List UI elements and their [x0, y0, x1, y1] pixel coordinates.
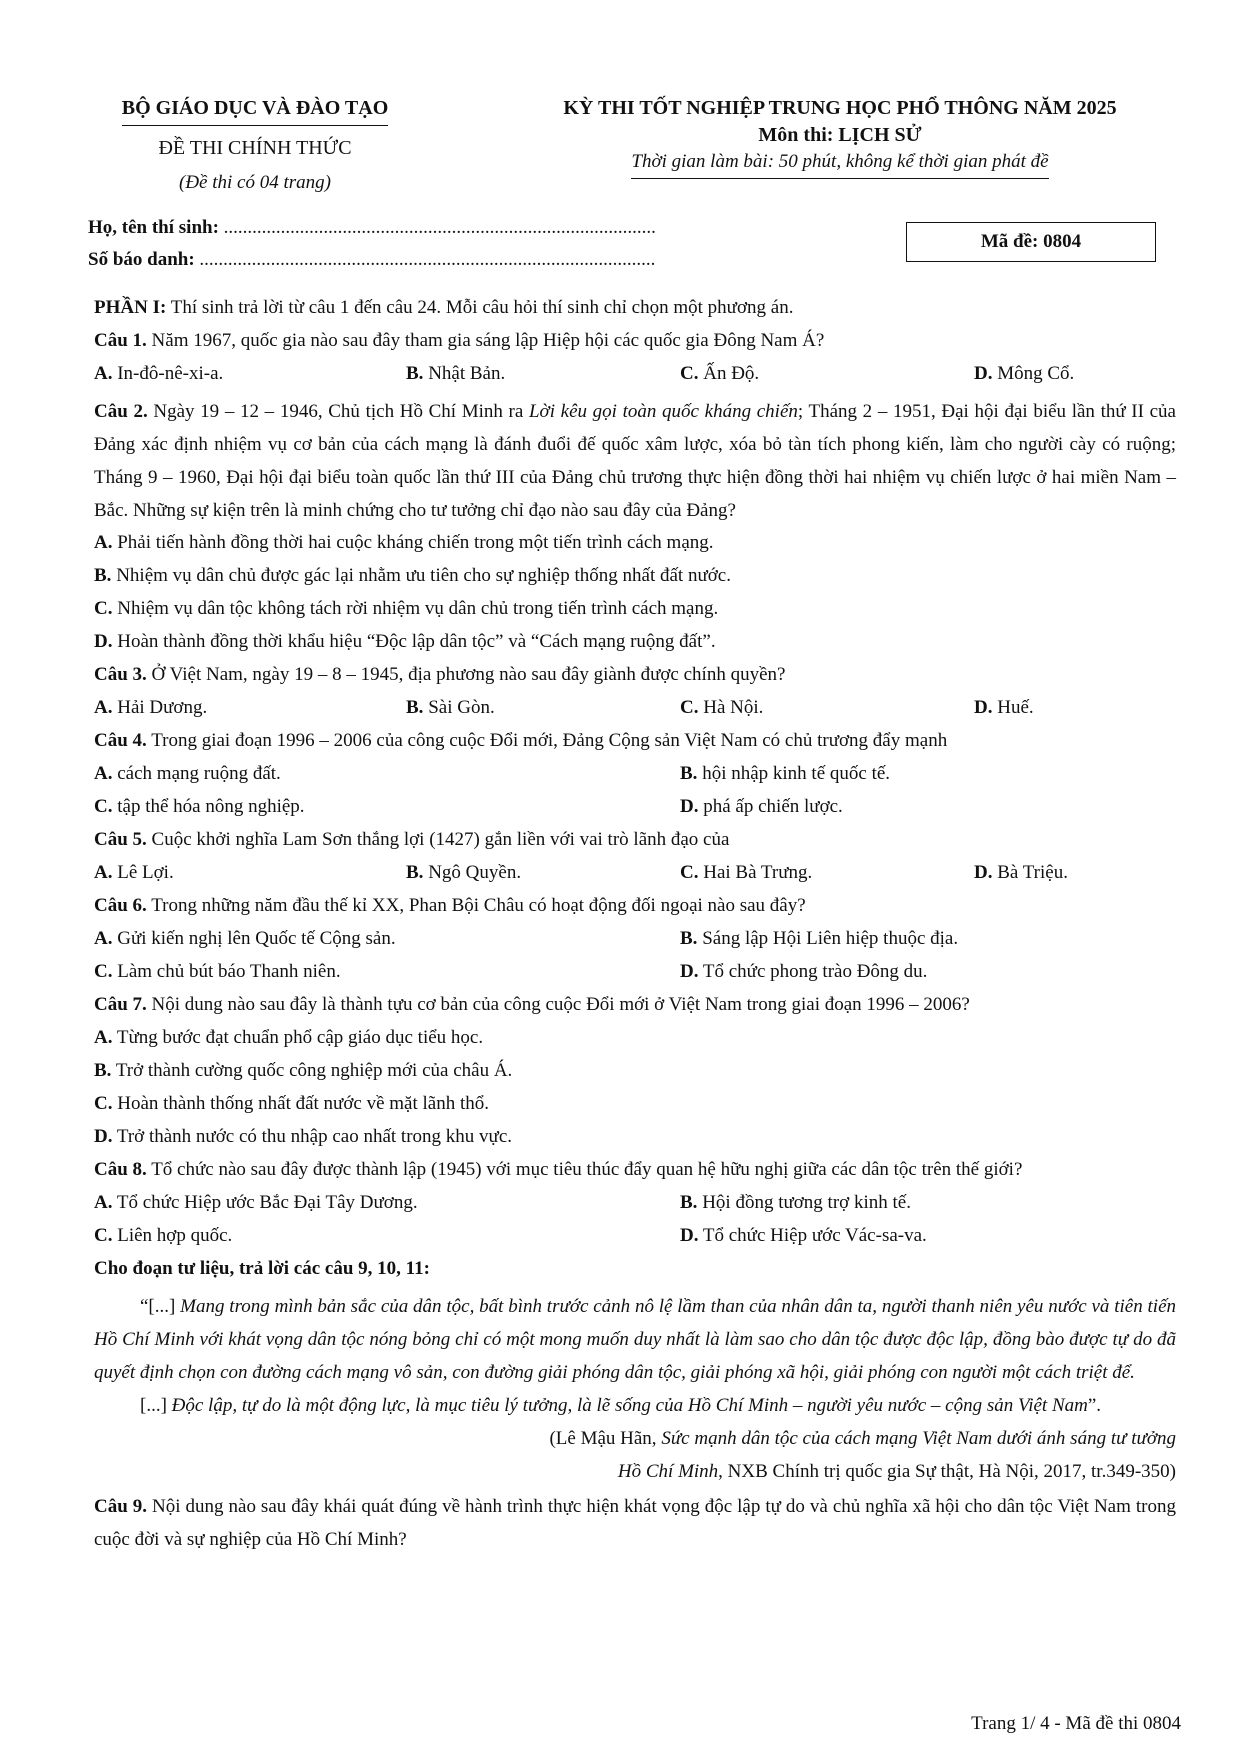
option-text: tập thể hóa nông nghiệp. [112, 796, 305, 817]
option-b [406, 362, 505, 386]
question-label: Câu 6. [94, 895, 147, 916]
option-key: A. [94, 1027, 113, 1048]
option-c [94, 960, 341, 984]
question-5-options [94, 861, 1176, 885]
exam-code-box: Mã đề: 0804 [906, 222, 1156, 262]
option-text: Tổ chức phong trào Đông du. [698, 961, 928, 982]
question-7-option-a [94, 1026, 1176, 1050]
option-key: A. [94, 862, 113, 883]
option-key: A. [94, 763, 113, 784]
option-key: C. [94, 961, 113, 982]
option-text: Hoàn thành thống nhất đất nước về mặt lãnh thổ. [112, 1093, 489, 1114]
question-6-options-row-1 [94, 927, 1176, 951]
citation-publisher: , NXB Chính trị quốc gia Sự thật, Hà Nội, 2017, tr.349-350) [718, 1461, 1176, 1482]
option-key: B. [406, 363, 424, 384]
option-c [680, 362, 759, 386]
question-9 [94, 1490, 1176, 1556]
option-c [680, 696, 763, 720]
question-text: Năm 1967, quốc gia nào sau đây tham gia sáng lập Hiệp hội các quốc gia Đông Nam Á? [146, 330, 825, 351]
citation-title-cont: Hồ Chí Minh [617, 1461, 719, 1482]
header-left [110, 96, 400, 195]
question-label: Câu 1. [94, 330, 147, 351]
passage-open: [...] [140, 1395, 172, 1416]
official-label: ĐỀ THI CHÍNH THỨC [158, 137, 352, 159]
question-label: Câu 3. [94, 664, 147, 685]
question-3-options [94, 696, 1176, 720]
question-7-option-c [94, 1092, 1176, 1116]
exam-time: Thời gian làm bài: 50 phút, không kể thời gian phát đề [631, 150, 1048, 179]
citation-author: (Lê Mậu Hãn, [549, 1428, 662, 1449]
option-text: Hoàn thành đồng thời khẩu hiệu “Độc lập dân tộc” và “Cách mạng ruộng đất”. [112, 631, 716, 652]
option-text: Trở thành cường quốc công nghiệp mới của châu Á. [111, 1060, 513, 1081]
question-label: Câu 9. [94, 1496, 148, 1517]
question-6-options-row-2 [94, 960, 1176, 984]
option-text: Tổ chức Hiệp ước Bắc Đại Tây Dương. [112, 1192, 418, 1213]
candidate-name-row [88, 216, 656, 240]
option-text: Lê Lợi. [112, 862, 174, 883]
section-instruction [94, 296, 1176, 320]
option-key: A. [94, 928, 113, 949]
option-text: Bà Triệu. [992, 862, 1068, 883]
question-2-option-d [94, 630, 1176, 654]
option-text: Gửi kiến nghị lên Quốc tế Cộng sản. [112, 928, 396, 949]
option-a [94, 1191, 418, 1215]
option-d [680, 960, 927, 984]
question-7-option-d [94, 1125, 1176, 1149]
section-text: Thí sinh trả lời từ câu 1 đến câu 24. Mỗi câu hỏi thí sinh chỉ chọn một phương án. [166, 297, 794, 318]
option-b [680, 927, 958, 951]
option-text: Nhiệm vụ dân tộc không tách rời nhiệm vụ dân chủ trong tiến trình cách mạng. [112, 598, 719, 619]
option-text: Sáng lập Hội Liên hiệp thuộc địa. [697, 928, 959, 949]
option-key: D. [94, 1126, 113, 1147]
passage-text: Độc lập, tự do là một động lực, là mục tiêu lý tưởng, là lẽ sống của Hồ Chí Minh – người yêu nước – cộng sản Việt Nam [171, 1395, 1088, 1416]
candidate-name-dots: ........................................................................................... [223, 217, 656, 238]
option-text: Ngô Quyền. [423, 862, 522, 883]
option-text: Huế. [992, 697, 1034, 718]
exam-subject: Môn thi: LỊCH SỬ [758, 124, 922, 146]
option-key: B. [680, 928, 698, 949]
candidate-id-label: Số báo danh: [88, 249, 195, 270]
option-text: Hải Dương. [112, 697, 208, 718]
option-key: B. [94, 565, 112, 586]
option-key: C. [94, 796, 113, 817]
option-text: Mông Cổ. [992, 363, 1075, 384]
option-text: Nhiệm vụ dân chủ được gác lại nhằm ưu tiên cho sự nghiệp thống nhất đất nước. [111, 565, 731, 586]
option-key: D. [974, 363, 993, 384]
question-text: Tổ chức nào sau đây được thành lập (1945) với mục tiêu thúc đẩy quan hệ hữu nghị giữa các dân tộc trên thế giới? [146, 1159, 1023, 1180]
section-title: PHẦN I: [94, 297, 167, 318]
question-text-part: ; Tháng 2 – 1951, Đại hội đại biểu lần thứ II của Đảng xác định nhiệm vụ cơ bản của cách mạng là đánh đuổi đế quốc xâm lược, xóa bỏ tàn tích phong kiến, làm cho người cày có ruộng; Tháng 9 – 1960, Đại hội đại biểu toàn quốc lần thứ III của Đảng chủ trương thực hiện đồng thời hai nhiệm vụ chiến lược ở hai miền Nam – Bắc. Những sự kiện trên là minh chứng cho tư tưởng chỉ đạo nào sau đây của Đảng? [94, 401, 1176, 521]
option-text: Từng bước đạt chuẩn phổ cập giáo dục tiểu học. [112, 1027, 484, 1048]
exam-body [94, 296, 1176, 1556]
question-2-option-a [94, 531, 1176, 555]
pages-note: (Đề thi có 04 trang) [179, 172, 331, 193]
option-key: B. [406, 862, 424, 883]
option-key: D. [974, 697, 993, 718]
question-2-option-c [94, 597, 1176, 621]
option-text: Hà Nội. [698, 697, 764, 718]
option-key: C. [94, 1225, 113, 1246]
option-b [406, 861, 521, 885]
option-key: C. [680, 697, 699, 718]
question-text-italic: Lời kêu gọi toàn quốc kháng chiến [528, 401, 798, 422]
question-label: Câu 5. [94, 829, 147, 850]
option-d [680, 1224, 927, 1248]
option-d [680, 795, 843, 819]
option-a [94, 696, 207, 720]
question-text-part: Ngày 19 – 12 – 1946, Chủ tịch Hồ Chí Minh ra [147, 401, 529, 422]
exam-title: KỲ THI TỐT NGHIỆP TRUNG HỌC PHỔ THÔNG NĂM 2025 [563, 97, 1117, 119]
option-key: A. [94, 532, 113, 553]
option-text: Liên hợp quốc. [112, 1225, 233, 1246]
option-key: A. [94, 1192, 113, 1213]
passage-paragraph-2 [94, 1389, 1176, 1422]
question-4 [94, 729, 1176, 753]
question-6 [94, 894, 1176, 918]
option-text: Làm chủ bút báo Thanh niên. [112, 961, 341, 982]
option-c [680, 861, 812, 885]
option-text: Sài Gòn. [423, 697, 495, 718]
candidate-id-row [88, 248, 655, 272]
header-right [495, 96, 1185, 179]
question-text: Cuộc khởi nghĩa Lam Sơn thắng lợi (1427) gắn liền với vai trò lãnh đạo của [146, 829, 730, 850]
option-key: A. [94, 363, 113, 384]
question-text: Trong giai đoạn 1996 – 2006 của công cuộc Đổi mới, Đảng Cộng sản Việt Nam có chủ trương đẩy mạnh [146, 730, 948, 751]
question-4-options-row-1 [94, 762, 1176, 786]
option-d [974, 861, 1068, 885]
option-text: Trở thành nước có thu nhập cao nhất trong khu vực. [112, 1126, 513, 1147]
passage-citation-line-2 [94, 1455, 1176, 1488]
option-key: D. [680, 796, 699, 817]
question-7-option-b [94, 1059, 1176, 1083]
option-a [94, 927, 396, 951]
question-label: Câu 4. [94, 730, 147, 751]
option-key: C. [680, 862, 699, 883]
option-key: D. [94, 631, 113, 652]
option-key: C. [94, 1093, 113, 1114]
passage-close: ”. [1087, 1395, 1102, 1416]
passage-citation-line-1 [94, 1422, 1176, 1455]
option-key: B. [680, 1192, 698, 1213]
option-b [406, 696, 495, 720]
option-b [680, 762, 890, 786]
option-a [94, 362, 223, 386]
question-7 [94, 993, 1176, 1017]
option-c [94, 1224, 232, 1248]
candidate-name-label: Họ, tên thí sinh: [88, 217, 219, 238]
option-text: Tổ chức Hiệp ước Vác-sa-va. [698, 1225, 927, 1246]
option-text: Ấn Độ. [698, 363, 760, 384]
question-8 [94, 1158, 1176, 1182]
question-1 [94, 329, 1176, 353]
option-key: D. [680, 961, 699, 982]
option-key: D. [974, 862, 993, 883]
option-b [680, 1191, 911, 1215]
question-5 [94, 828, 1176, 852]
question-label: Câu 7. [94, 994, 147, 1015]
option-key: B. [406, 697, 424, 718]
option-key: B. [680, 763, 698, 784]
option-key: D. [680, 1225, 699, 1246]
option-text: Hội đồng tương trợ kinh tế. [697, 1192, 911, 1213]
citation-title: Sức mạnh dân tộc của cách mạng Việt Nam dưới ánh sáng tư tưởng [661, 1428, 1176, 1449]
passage-intro: Cho đoạn tư liệu, trả lời các câu 9, 10, 11: [94, 1258, 430, 1279]
question-4-options-row-2 [94, 795, 1176, 819]
question-text: Nội dung nào sau đây là thành tựu cơ bản của công cuộc Đổi mới ở Việt Nam trong giai đoạn 1996 – 2006? [146, 994, 970, 1015]
option-key: C. [680, 363, 699, 384]
candidate-id-dots: ................................................................................................ [199, 249, 656, 270]
option-text: cách mạng ruộng đất. [112, 763, 281, 784]
option-key: A. [94, 697, 113, 718]
question-3 [94, 663, 1176, 687]
option-text: hội nhập kinh tế quốc tế. [697, 763, 891, 784]
passage-text: Mang trong mình bản sắc của dân tộc, bất bình trước cảnh nô lệ lầm than của nhân dân ta, người thanh niên yêu nước và tiên tiến Hồ Chí Minh với khát vọng dân tộc nóng bỏng chỉ có một mong muốn duy nhất là làm sao cho dân tộc được độc lập, đồng bào được tự do đã quyết định chọn con đường cách mạng vô sản, con đường giải phóng dân tộc, giải phóng xã hội, giải phóng con người một cách triệt để. [94, 1296, 1177, 1383]
question-label: Câu 8. [94, 1159, 147, 1180]
option-d [974, 696, 1034, 720]
question-text: Trong những năm đầu thế kỉ XX, Phan Bội Châu có hoạt động đối ngoại nào sau đây? [146, 895, 806, 916]
page-footer: Trang 1/ 4 - Mã đề thi 0804 [971, 1713, 1181, 1734]
question-8-options-row-2 [94, 1224, 1176, 1248]
question-2-option-b [94, 564, 1176, 588]
question-text: Ở Việt Nam, ngày 19 – 8 – 1945, địa phương nào sau đây giành được chính quyền? [146, 664, 786, 685]
option-text: Phải tiến hành đồng thời hai cuộc kháng chiến trong một tiến trình cách mạng. [112, 532, 714, 553]
option-d [974, 362, 1074, 386]
question-8-options-row-1 [94, 1191, 1176, 1215]
option-key: C. [94, 598, 113, 619]
option-text: In-đô-nê-xi-a. [112, 363, 224, 384]
question-label: Câu 2. [94, 401, 148, 422]
option-text: phá ấp chiến lược. [698, 796, 843, 817]
question-text: Nội dung nào sau đây khái quát đúng về hành trình thực hiện khát vọng độc lập tự do và chủ nghĩa xã hội cho dân tộc Việt Nam trong cuộc đời và sự nghiệp của Hồ Chí Minh? [94, 1496, 1176, 1550]
question-2 [94, 395, 1176, 527]
option-key: B. [94, 1060, 112, 1081]
passage-open: “[...] [140, 1296, 181, 1317]
passage-paragraph-1 [94, 1290, 1176, 1389]
option-a [94, 762, 281, 786]
option-text: Nhật Bản. [423, 363, 506, 384]
ministry-name: BỘ GIÁO DỤC VÀ ĐÀO TẠO [122, 96, 389, 126]
question-1-options [94, 362, 1176, 386]
option-text: Hai Bà Trưng. [698, 862, 813, 883]
option-a [94, 861, 174, 885]
option-c [94, 795, 305, 819]
